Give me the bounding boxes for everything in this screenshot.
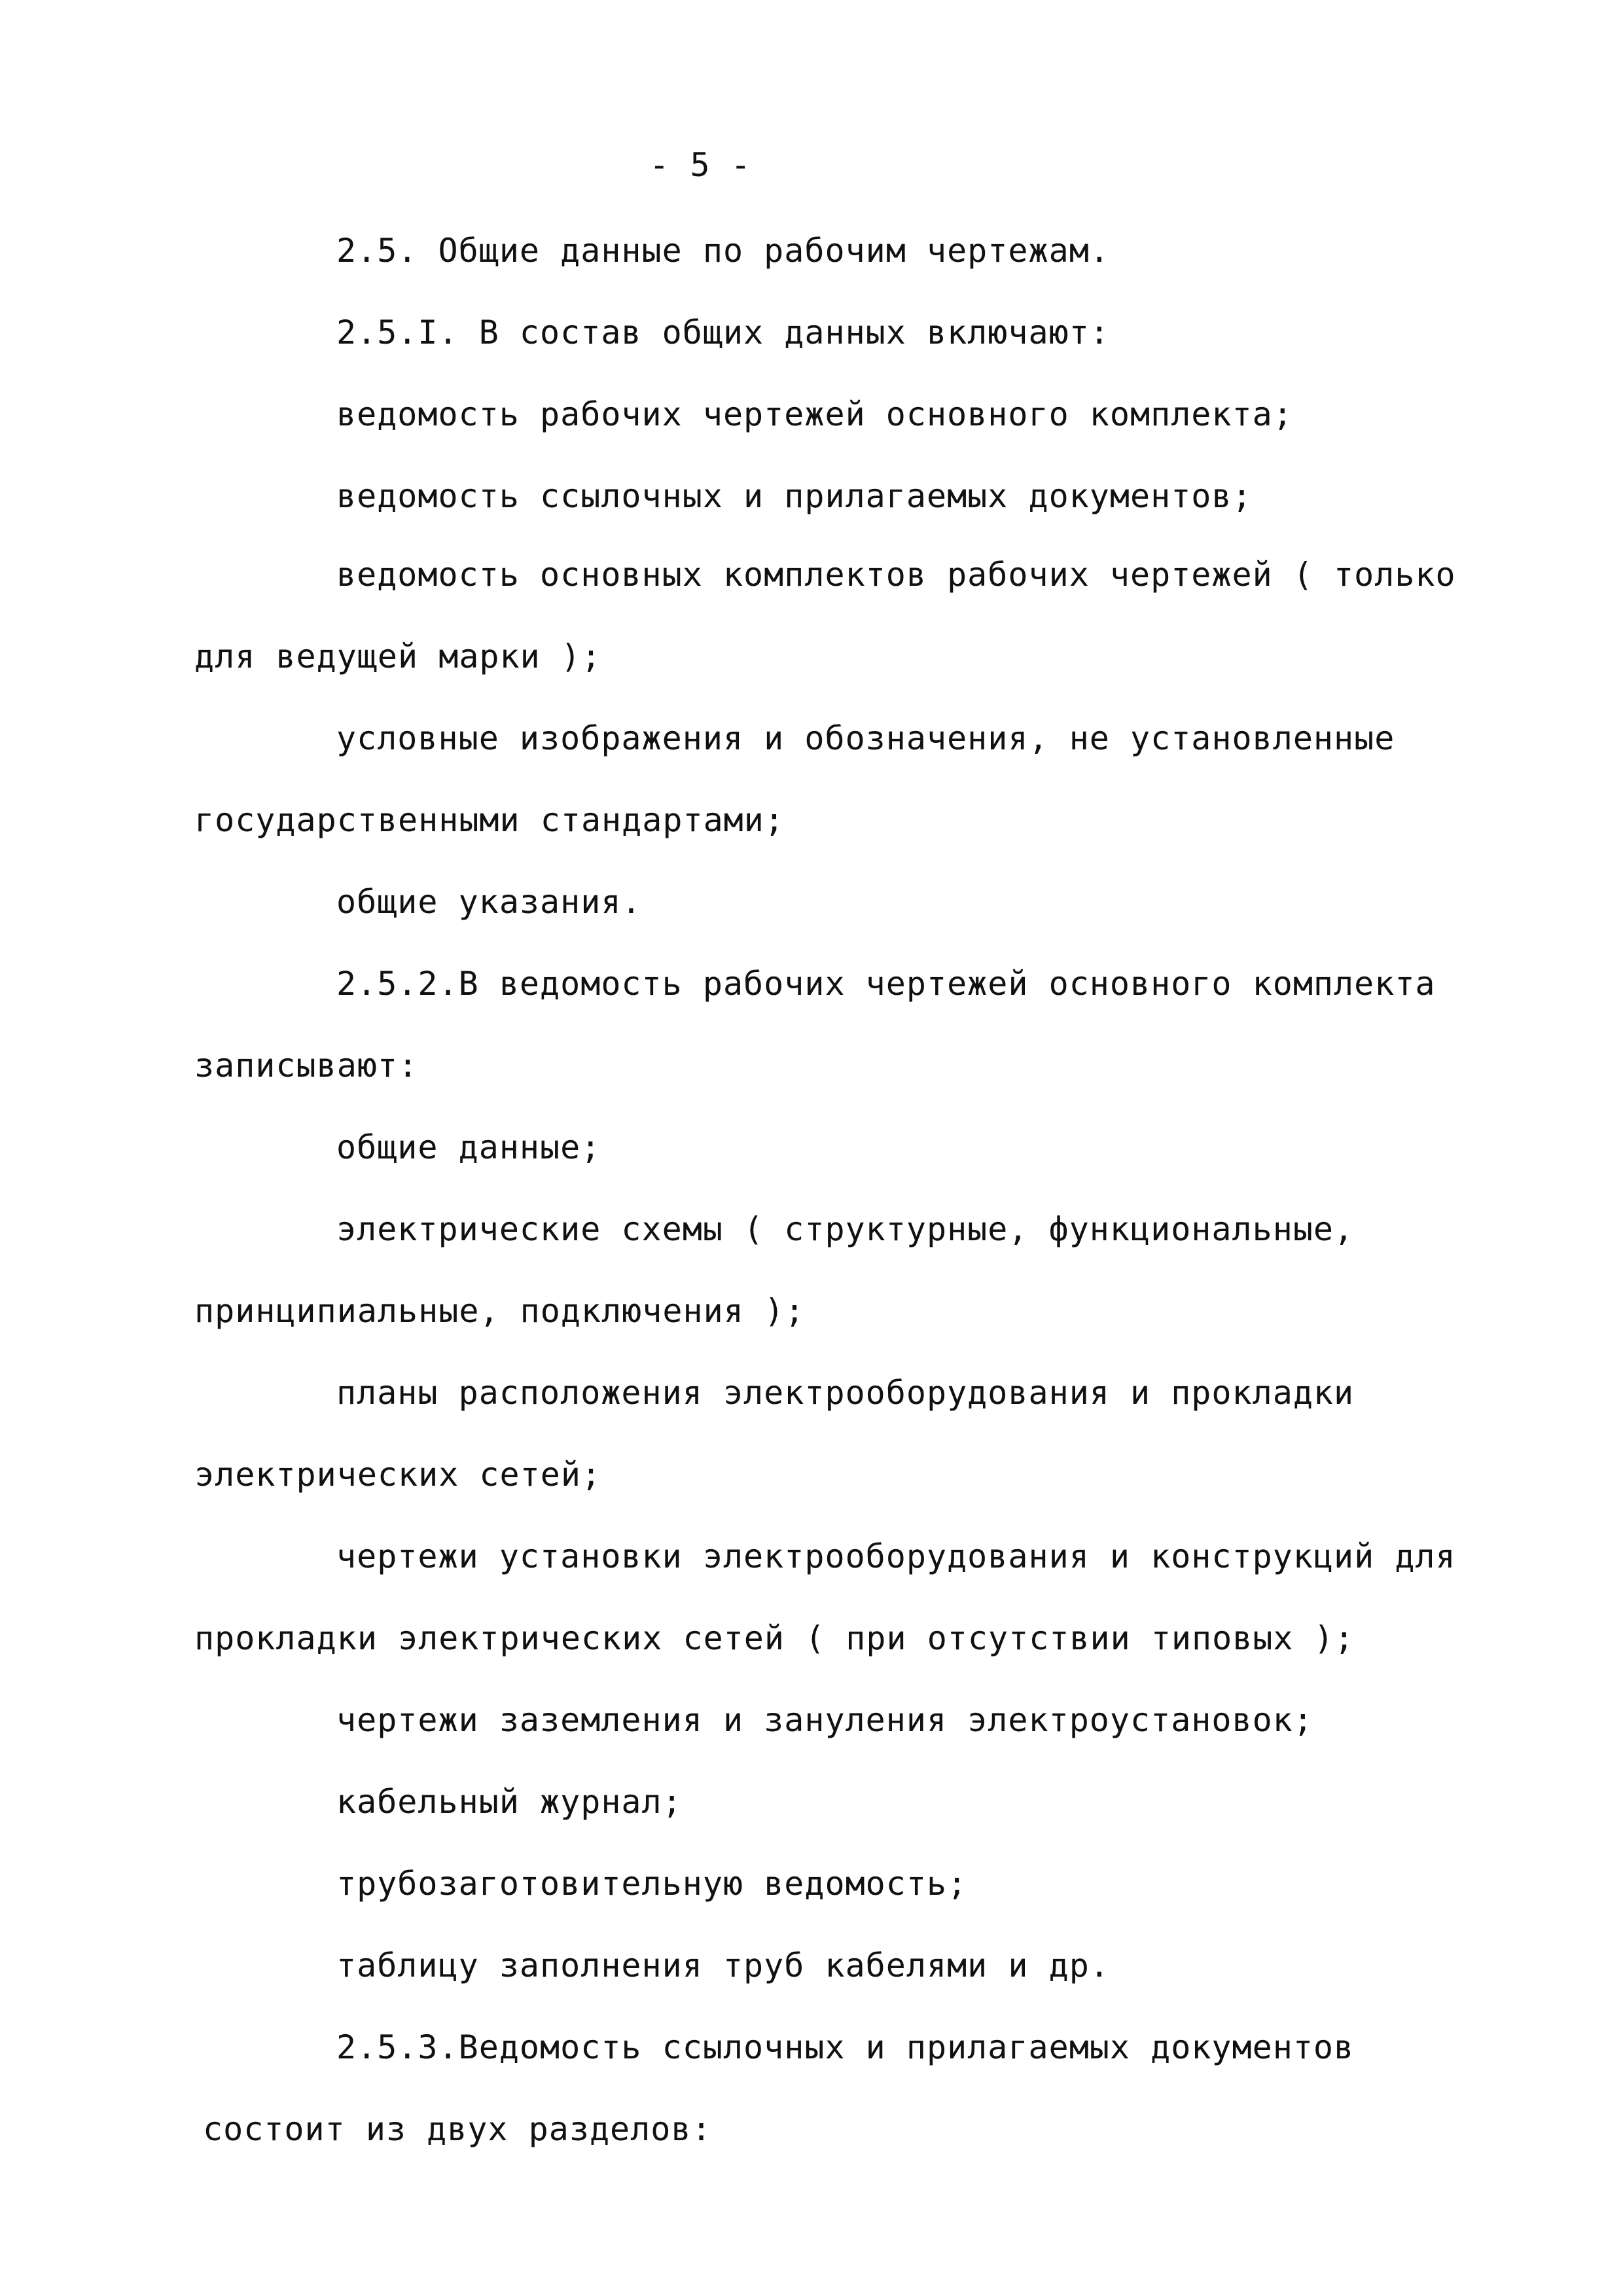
list-item: электрические схемы ( структурные, функциональные, bbox=[336, 1210, 1355, 1248]
paragraph-continuation: состоит из двух разделов: bbox=[203, 2110, 712, 2148]
list-item: таблицу заполнения труб кабелями и др. bbox=[336, 1946, 1110, 1984]
list-item-continuation: прокладки электрических сетей ( при отсутствии типовых ); bbox=[194, 1619, 1355, 1657]
list-item: кабельный журнал; bbox=[336, 1783, 683, 1821]
list-item: общие указания. bbox=[336, 883, 642, 921]
list-item: ведомость основных комплектов рабочих чертежей ( только bbox=[336, 556, 1456, 594]
page-number: - 5 - bbox=[649, 146, 751, 184]
paragraph-2-5-3: 2.5.3.Ведомость ссылочных и прилагаемых документов bbox=[336, 2028, 1355, 2066]
section-heading-2-5: 2.5. Общие данные по рабочим чертежам. bbox=[336, 232, 1110, 270]
list-item: трубозаготовительную ведомость; bbox=[336, 1865, 968, 1903]
list-item-continuation: электрических сетей; bbox=[194, 1456, 602, 1494]
list-item-continuation: принципиальные, подключения ); bbox=[194, 1292, 806, 1330]
list-item: ведомость рабочих чертежей основного комплекта; bbox=[336, 395, 1293, 433]
paragraph-continuation: записывают: bbox=[194, 1047, 419, 1085]
list-item: условные изображения и обозначения, не установленные bbox=[336, 719, 1395, 757]
list-item: планы расположения электрооборудования и прокладки bbox=[336, 1374, 1355, 1412]
list-item: чертежи заземления и зануления электроустановок; bbox=[336, 1701, 1313, 1739]
paragraph-2-5-2: 2.5.2.В ведомость рабочих чертежей основного комплекта bbox=[336, 965, 1436, 1003]
paragraph-2-5-1: 2.5.I. В состав общих данных включают: bbox=[336, 314, 1110, 351]
list-item: ведомость ссылочных и прилагаемых документов; bbox=[336, 477, 1253, 515]
list-item-continuation: государственными стандартами; bbox=[194, 801, 785, 839]
list-item: чертежи установки электрооборудования и конструкций для bbox=[336, 1537, 1456, 1575]
list-item: общие данные; bbox=[336, 1128, 601, 1166]
list-item-continuation: для ведущей марки ); bbox=[194, 637, 602, 675]
